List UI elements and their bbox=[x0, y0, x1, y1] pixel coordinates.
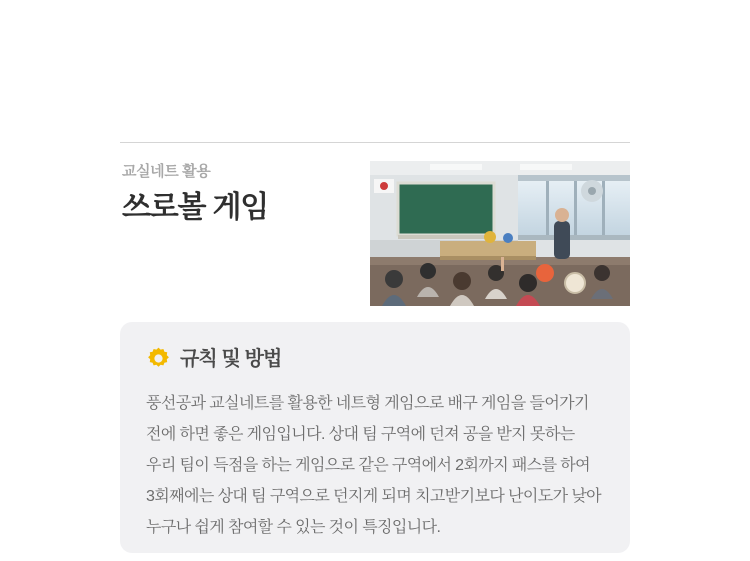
rules-heading-row bbox=[146, 346, 604, 371]
page-title: 쓰로볼 게임 bbox=[122, 191, 269, 224]
gear-icon bbox=[146, 346, 171, 371]
rules-card bbox=[120, 322, 630, 553]
title-group bbox=[122, 163, 362, 226]
header-block bbox=[120, 142, 630, 308]
classroom-photo-illustration bbox=[370, 161, 630, 306]
classroom-photo bbox=[370, 161, 630, 306]
rules-heading-label: 규칙 및 방법 bbox=[180, 347, 282, 370]
rules-body-text: 풍선공과 교실네트를 활용한 네트형 게임으로 배구 게임을 들어가기 전에 하면 좋은 게임입니다. 상대 팀 구역에 던져 공을 받지 못하는 우리 팀이 득점을 하는 게임으로 같은 구역에서 2회까지 패스를 하여 3회째에는 상대 팀 구역으로 던지게 되며 치고받기보다 난이도가 낮아 누구나 쉽게 참여할 수 있는 것이 특징입니다. bbox=[146, 395, 602, 536]
eyebrow-label: 교실네트 활용 bbox=[122, 163, 211, 180]
header-inner bbox=[120, 143, 630, 308]
